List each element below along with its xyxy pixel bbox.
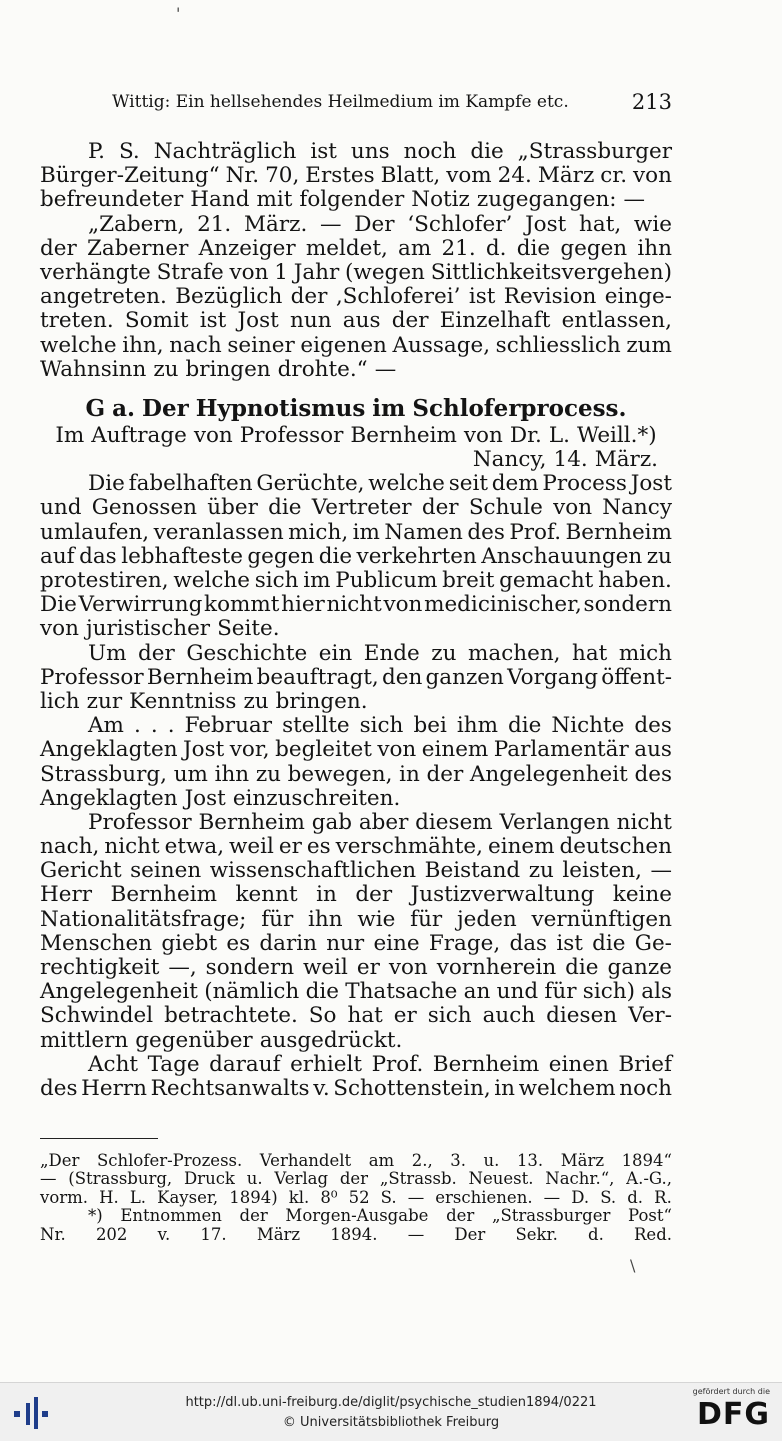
text-line: Die Verwirrung kommt hier nicht von medicinischer, sondern	[40, 592, 672, 618]
text-line: der Zaberner Anzeiger meldet, am 21. d. die gegen ihn	[40, 235, 672, 261]
viewer-footer	[0, 1382, 782, 1441]
text-line: Schwindel betrachtete. So hat er sich auch diesen Ver-	[40, 1003, 672, 1029]
footnote	[40, 1152, 672, 1207]
paragraph	[40, 811, 672, 1053]
section-heading: G a. Der Hypnotismus im Schloferprocess.	[85, 394, 627, 422]
funding-note: gefördert durch die	[692, 1387, 770, 1396]
running-head	[112, 92, 672, 116]
paragraph	[40, 472, 672, 641]
text-line: Angeklagten Jost vor, begleitet von einem Parlamentär aus	[40, 737, 672, 763]
paragraph	[40, 714, 672, 811]
footnote-line: „Der Schlofer-Prozess. Verhandelt am 2., 3. u. 13. März 1894“	[40, 1151, 672, 1170]
footnote-line: vorm. H. L. Kayser, 1894) kl. 8⁰ 52 S. — erschienen. — D. S. d. R.	[40, 1187, 672, 1207]
text-line: verhängte Strafe von 1 Jahr (wegen Sittlichkeitsvergehen)	[40, 259, 672, 285]
body-text	[40, 140, 672, 1101]
text-line: auf das lebhafteste gegen die verkehrten Anschauungen zu	[40, 543, 672, 569]
scan-mark: '	[176, 4, 181, 23]
text-line: Acht Tage darauf erhielt Prof. Bernheim einen Brief	[88, 1051, 672, 1077]
dateline: Nancy, 14. März.	[472, 447, 658, 473]
text-line: des Herrn Rechtsanwalts v. Schottenstein, in welchem noch	[40, 1075, 672, 1101]
footnote-line: — (Strassburg, Druck u. Verlag der „Strassb. Neuest. Nachr.“, A.-G.,	[40, 1169, 672, 1189]
page-number: 213	[631, 90, 672, 114]
footnote-line: Nr. 202 v. 17. März 1894. — Der Sekr. d. Red.	[40, 1224, 672, 1244]
text-line: Um der Geschichte ein Ende zu machen, hat mich	[88, 640, 672, 666]
footnote	[40, 1207, 672, 1244]
text-line: Professor Bernheim beauftragt, den ganzen Vorgang öffent-	[40, 664, 672, 690]
text-line: Nationalitätsfrage; für ihn wie für jeden vernünftigen	[40, 906, 672, 932]
footnotes	[40, 1152, 672, 1244]
text-line: Gericht seinen wissenschaftlichen Beistand zu leisten, —	[40, 858, 672, 884]
text-line: welche ihn, nach seiner eigenen Aussage, schliesslich zum	[40, 332, 672, 358]
postscript-paragraph	[40, 140, 672, 213]
text-line: P. S. Nachträglich ist uns noch die „Strassburger	[88, 139, 672, 164]
zabern-quote-paragraph	[40, 213, 672, 382]
section-subtitle: Im Auftrage von Professor Bernheim von Dr. L. Weill.*)	[55, 422, 657, 448]
text-line: treten. Somit ist Jost nun aus der Einzelhaft entlassen,	[40, 308, 672, 334]
text-line: rechtigkeit —, sondern weil er von vornherein die ganze	[40, 955, 672, 980]
text-line: Strassburg, um ihn zu bewegen, in der Angelegenheit des	[40, 761, 672, 787]
text-line: Professor Bernheim gab aber diesem Verlangen nicht	[88, 809, 672, 835]
text-line: Menschen giebt es darin nur eine Frage, das ist die Ge-	[40, 930, 672, 956]
text-line: Angelegenheit (nämlich die Thatsache an und für sich) als	[40, 979, 672, 1005]
text-line: Die fabelhaften Gerüchte, welche seit dem Process Jost	[88, 471, 672, 497]
paragraph	[40, 1053, 672, 1101]
running-head-title: Wittig: Ein hellsehendes Heilmedium im Kampfe etc.	[112, 92, 569, 112]
text-line: umlaufen, veranlassen mich, im Namen des Prof. Bernheim	[40, 519, 672, 545]
text-line: mittlern gegenüber ausgedrückt.	[40, 1027, 403, 1053]
text-line: angetreten. Bezüglich der ‚Schloferei’ ist Revision einge-	[40, 284, 672, 310]
text-line: Am . . . Februar stellte sich bei ihm die Nichte des	[88, 713, 672, 739]
text-line: von juristischer Seite.	[40, 616, 280, 642]
text-line: protestiren, welche sich im Publicum breit gemacht haben.	[40, 568, 672, 593]
text-line: Angeklagten Jost einzuschreiten.	[40, 785, 401, 811]
footnote-rule	[40, 1138, 158, 1139]
scan-mark: \	[630, 1256, 636, 1275]
text-line: und Genossen über die Vertreter der Schule von Nancy	[40, 495, 672, 521]
text-line: lich zur Kenntniss zu bringen.	[40, 688, 368, 714]
copyright-text: © Universitätsbibliothek Freiburg	[282, 1415, 500, 1430]
text-line: Wahnsinn zu bringen drohte.“ —	[40, 356, 397, 382]
paragraph	[40, 642, 672, 715]
text-line: nach, nicht etwa, weil er es verschmähte, einem deutschen	[40, 834, 672, 860]
text-line: Herr Bernheim kennt in der Justizverwaltung keine	[40, 882, 672, 908]
text-line: „Zabern, 21. März. — Der ‘Schlofer’ Jost hat, wie	[88, 211, 672, 237]
text-line: befreundeter Hand mit folgender Notiz zugegangen: —	[40, 187, 646, 213]
dfg-logo: DFG	[696, 1397, 770, 1432]
footnote-line: *) Entnommen der Morgen-Ausgabe der „Strassburger Post“	[88, 1206, 672, 1226]
text-line: Bürger-Zeitung“ Nr. 70, Erstes Blatt, vom 24. März cr. von	[40, 163, 672, 189]
source-url-link[interactable]: http://dl.ub.uni-freiburg.de/diglit/psychische_studien1894/0221	[185, 1395, 597, 1410]
